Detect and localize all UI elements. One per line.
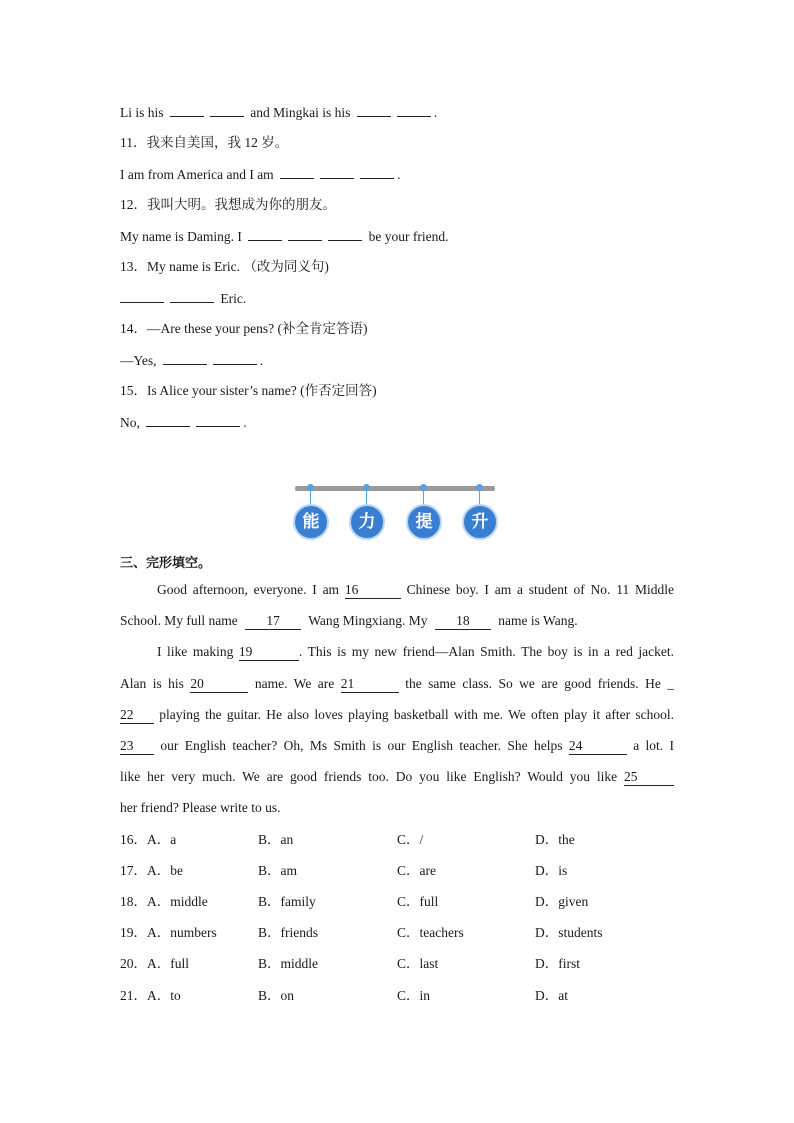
question-15 (120, 381, 674, 401)
answer-line-14 (120, 350, 674, 371)
question-text: 13．My name is Eric. （改为同义句) (120, 259, 329, 274)
blank[interactable] (280, 164, 314, 179)
answer-line-15 (120, 412, 674, 433)
passage-text: name. We are (254, 676, 335, 691)
passage-text: Good afternoon, everyone. I am (157, 582, 340, 597)
option-d[interactable]: D．given (535, 894, 589, 909)
question-text: 15．Is Alice your sister’s name? (作否定回答) (120, 383, 377, 398)
banner-stem (310, 490, 311, 504)
blank[interactable] (170, 102, 204, 117)
option-c[interactable]: C．teachers (397, 925, 464, 940)
passage-text: Wang Mingxiang. My (308, 613, 428, 628)
section-heading: 三、完形填空。 (120, 556, 212, 571)
question-text: 11．我来自美国，我 12 岁。 (120, 135, 289, 150)
option-b[interactable]: B．am (258, 863, 297, 878)
answer-line-10 (120, 102, 674, 123)
banner-char: 升 (462, 504, 498, 540)
option-c[interactable]: C．in (397, 988, 431, 1003)
passage-line (120, 767, 674, 787)
option-b[interactable]: B．on (258, 988, 295, 1003)
blank-22[interactable]: 22 (120, 707, 154, 724)
passage-text: our English teacher? Oh, Ms Smith is our English teacher. She helps (160, 738, 563, 753)
passage-text: Alan is his (120, 676, 184, 691)
passage-text: I like making (157, 644, 234, 659)
passage-text: Chinese boy. I am a student of No. 11 Middle (406, 582, 674, 597)
option-a[interactable]: 21．A．to (120, 988, 181, 1003)
passage-line (120, 736, 674, 756)
passage-line (120, 798, 674, 818)
passage-text: playing the guitar. He also loves playing basketball with me. We often play it after school. (159, 707, 675, 722)
option-c[interactable]: C．last (397, 956, 439, 971)
option-b[interactable]: B．friends (258, 925, 318, 940)
passage-text: a lot. I (633, 738, 675, 753)
ability-improvement-banner (290, 482, 500, 546)
banner-stem (366, 490, 367, 504)
passage-line (157, 580, 674, 600)
banner-stem (479, 490, 480, 504)
option-d[interactable]: D．students (535, 925, 603, 940)
option-a[interactable]: 16．A．a (120, 832, 177, 847)
blank[interactable] (120, 288, 164, 303)
blank[interactable] (288, 226, 322, 241)
banner-stem (423, 490, 424, 504)
option-d[interactable]: D．is (535, 863, 568, 878)
passage-line (120, 705, 674, 725)
sentence-text: Eric. (220, 291, 247, 306)
blank[interactable] (320, 164, 354, 179)
blank-19[interactable]: 19 (239, 644, 299, 661)
sentence-text: My name is Daming. I (120, 229, 242, 244)
passage-text: her friend? Please write to us. (120, 800, 281, 815)
passage-line (120, 674, 674, 694)
question-14 (120, 319, 674, 339)
question-12 (120, 195, 674, 215)
option-d[interactable]: D．the (535, 832, 575, 847)
blank[interactable] (357, 102, 391, 117)
blank-16[interactable]: 16 (345, 582, 401, 599)
sentence-text: be your friend. (368, 229, 449, 244)
blank[interactable] (170, 288, 214, 303)
passage-text: _ (667, 676, 675, 691)
blank-20[interactable]: 20 (190, 676, 248, 693)
banner-char: 提 (406, 504, 442, 540)
blank-18[interactable]: 18 (435, 613, 491, 630)
blank-25[interactable]: 25 (624, 769, 674, 786)
option-b[interactable]: B．middle (258, 956, 318, 971)
blank[interactable] (146, 412, 190, 427)
option-a[interactable]: 19．A．numbers (120, 925, 217, 940)
question-11 (120, 133, 674, 153)
option-c[interactable]: C．full (397, 894, 439, 909)
blank[interactable] (328, 226, 362, 241)
answer-line-13 (120, 288, 674, 309)
blank[interactable] (248, 226, 282, 241)
blank[interactable] (210, 102, 244, 117)
sentence-text: I am from America and I am (120, 167, 274, 182)
passage-line (120, 611, 674, 631)
punct: . (397, 167, 401, 182)
option-a[interactable]: 18．A．middle (120, 894, 208, 909)
blank[interactable] (397, 102, 431, 117)
blank[interactable] (360, 164, 394, 179)
banner-bar (295, 486, 495, 491)
blank-21[interactable]: 21 (341, 676, 399, 693)
option-b[interactable]: B．family (258, 894, 316, 909)
blank[interactable] (196, 412, 240, 427)
sentence-text: —Yes, (120, 353, 157, 368)
option-c[interactable]: C．are (397, 863, 436, 878)
option-d[interactable]: D．first (535, 956, 580, 971)
question-text: 14．—Are these your pens? (补全肯定答语) (120, 321, 368, 336)
blank-24[interactable]: 24 (569, 738, 627, 755)
question-13 (120, 257, 674, 277)
answer-line-11 (120, 164, 674, 185)
option-a[interactable]: 17．A．be (120, 863, 183, 878)
answer-line-12 (120, 226, 674, 247)
option-d[interactable]: D．at (535, 988, 568, 1003)
punct: . (243, 415, 247, 430)
sentence-text: and Mingkai is his (250, 105, 351, 120)
sentence-text: No, (120, 415, 140, 430)
punct: . (259, 353, 264, 368)
blank-17[interactable]: 17 (245, 613, 301, 630)
passage-text: School. My full name (120, 613, 238, 628)
blank-23[interactable]: 23 (120, 738, 154, 755)
blank[interactable] (213, 350, 257, 365)
banner-char: 力 (349, 504, 385, 540)
question-text: 12．我叫大明。我想成为你的朋友。 (120, 197, 336, 212)
option-c[interactable]: C．/ (397, 832, 424, 847)
banner-char: 能 (293, 504, 329, 540)
option-b[interactable]: B．an (258, 832, 294, 847)
passage-text: . This is my new friend—Alan Smith. The boy is in a red jacket. (298, 644, 675, 659)
passage-text: the same class. So we are good friends. He (405, 676, 661, 691)
passage-text: like her very much. We are good friends too. Do you like English? Would you like (120, 769, 618, 784)
blank[interactable] (163, 350, 207, 365)
passage-line (157, 642, 674, 662)
sentence-text: Li is his (120, 105, 164, 120)
punct: . (433, 105, 438, 120)
option-a[interactable]: 20．A．full (120, 956, 189, 971)
passage-text: name is Wang. (498, 613, 578, 628)
